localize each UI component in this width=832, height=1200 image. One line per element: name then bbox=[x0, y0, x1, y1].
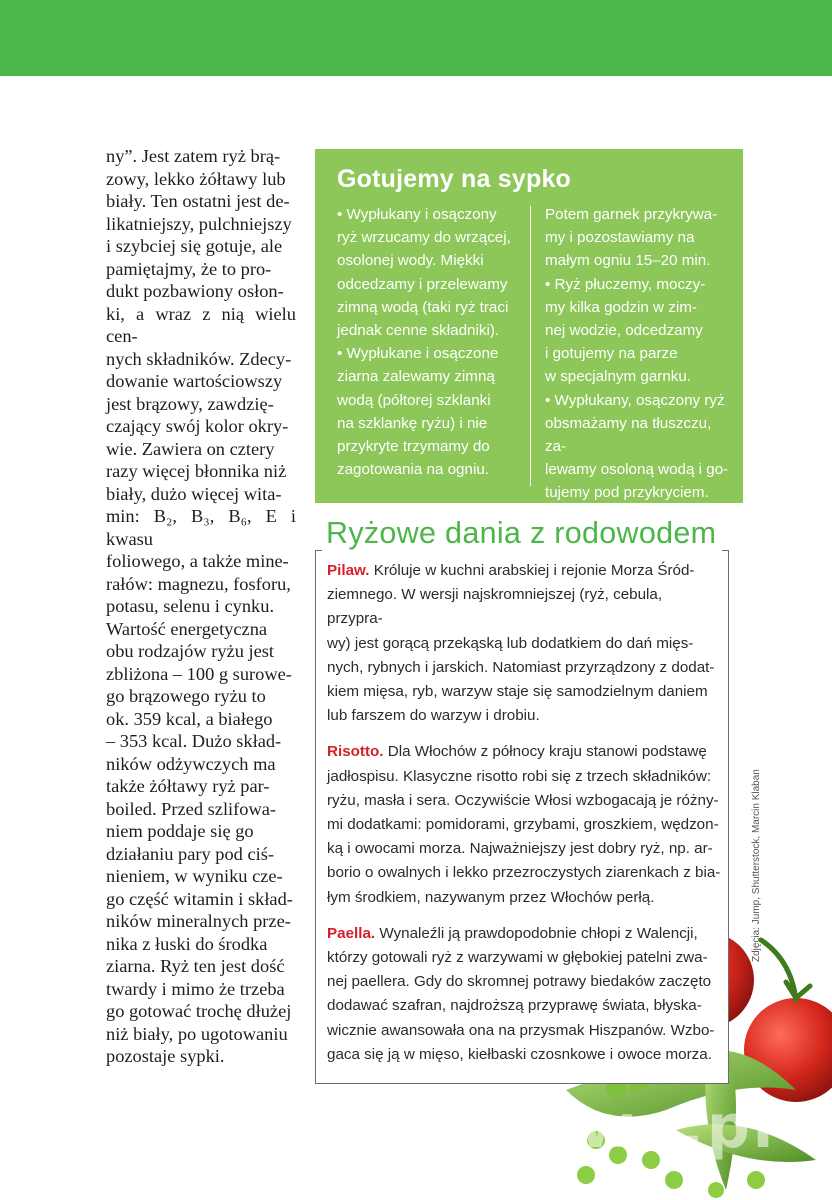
page-number: 3 bbox=[779, 52, 792, 77]
tip-line: Potem garnek przykrywa- bbox=[545, 206, 718, 223]
dish-text-line: Wynaleźli ją prawdopodobnie chłopi z Walencji, bbox=[375, 924, 698, 942]
body-text-line: działaniu pary pod ciś- bbox=[106, 843, 275, 864]
body-text-line: obu rodzajów ryżu jest bbox=[106, 641, 275, 661]
body-text-line: foliowego, a także mine- bbox=[106, 551, 289, 571]
body-text-line: niem poddaje się go bbox=[106, 821, 254, 841]
body-text-line: i szybciej się gotuje, ale bbox=[106, 236, 283, 256]
body-text-line: pamiętajmy, że to pro- bbox=[106, 258, 272, 279]
body-text-line: pozostaje sypki. bbox=[106, 1046, 225, 1066]
dishes-box bbox=[315, 550, 729, 1084]
body-text-line: razy więcej błonnika niż bbox=[106, 461, 287, 481]
tip-line: obsmażamy na tłuszczu, za- bbox=[545, 414, 712, 456]
tip-line: zimną wodą (taki ryż traci bbox=[337, 298, 509, 316]
tip-line: wodą (półtorej szklanki bbox=[337, 391, 491, 409]
photo-credit: Zdjęcia: Jump, Shutterstock, Marcin Klaban bbox=[751, 769, 762, 962]
dish-text-line: borio o owalnych i lekko przezroczystych ziarenkach z bia- bbox=[327, 864, 721, 882]
dish-paragraph bbox=[327, 922, 721, 1067]
body-text-line: dowanie wartościowszy bbox=[106, 371, 283, 391]
body-text-line: ziarna. Ryż ten jest dość bbox=[106, 956, 285, 976]
dish-text-line: wicznie awansowała ona na przysmak Hiszpanów. Wzbo- bbox=[327, 1021, 715, 1039]
column-divider bbox=[530, 206, 531, 486]
dish-text-line: wy) jest gorącą przekąską lub dodatkiem do dań mięs- bbox=[327, 634, 694, 652]
cooking-tips-right-column bbox=[545, 203, 731, 505]
body-text-line: dukt pozbawiony osłon- bbox=[106, 281, 284, 301]
dish-text-line: gaca się ją w mięso, kiełbaski czosnkowe i owoce morza. bbox=[327, 1045, 712, 1063]
body-text-line: min: B₂, B₃, B₆, E i kwasu bbox=[106, 506, 296, 549]
body-text-line: Wartość energetyczna bbox=[106, 618, 268, 639]
tip-line: przykryte trzymamy do bbox=[337, 438, 490, 456]
watermark: wedlinydomowe.pl bbox=[96, 1092, 777, 1162]
tip-line: i gotujemy na parze bbox=[545, 345, 678, 363]
body-text-line: boiled. Przed szlifowa- bbox=[106, 798, 277, 819]
body-text-line: biały. Ten ostatni jest de- bbox=[106, 191, 290, 211]
body-text-line: go brązowego ryżu to bbox=[106, 686, 266, 706]
tip-line: ziarna zalewamy zimną bbox=[337, 368, 495, 386]
body-text-line: ny”. Jest zatem ryż brą- bbox=[106, 146, 281, 166]
top-green-bar bbox=[0, 0, 832, 76]
tip-line: tujemy pod przykryciem. bbox=[545, 484, 709, 502]
body-text-line: ok. 359 kcal, a białego bbox=[106, 708, 273, 729]
tip-line: • Wypłukany i osączony bbox=[337, 206, 497, 223]
body-text-line: potasu, selenu i cynku. bbox=[106, 596, 275, 616]
body-text-line: zowy, lekko żółtawy lub bbox=[106, 168, 286, 189]
dish-name: Pilaw. bbox=[327, 562, 370, 579]
body-text-line: nieniem, w wyniku cze- bbox=[106, 866, 283, 886]
dish-text-line: Dla Włochów z północy kraju stanowi podstawę bbox=[383, 743, 707, 761]
dish-text-line: nej paellera. Gdy do skromnej potrawy biedaków zaczęto bbox=[327, 973, 712, 991]
body-text-line: zbliżona – 100 g surowe- bbox=[106, 663, 292, 684]
dish-text-line: Króluje w kuchni arabskiej i rejonie Morza Śród- bbox=[369, 562, 695, 579]
left-text-column bbox=[106, 145, 296, 1068]
body-text-line: jest brązowy, zawdzię- bbox=[106, 393, 274, 414]
tip-line: lewamy osoloną wodą i go- bbox=[545, 461, 729, 479]
tip-line: • Wypłukany, osączony ryż bbox=[545, 391, 725, 409]
dish-text-line: którzy gotowali ryż z warzywami w głębokiej patelni zwa- bbox=[327, 949, 708, 967]
dish-text-line: ką i owocami morza. Najważniejszy jest dobry ryż, np. ar- bbox=[327, 840, 713, 858]
tip-line: my kilka godzin w zim- bbox=[545, 298, 697, 316]
body-text-line: nych składników. Zdecy- bbox=[106, 348, 292, 369]
tip-line: odcedzamy i przelewamy bbox=[337, 275, 508, 293]
dish-text-line: ziemnego. W wersji najskromniejszej (ryż, cebula, przypra- bbox=[327, 586, 663, 628]
body-text-line: wie. Zawiera on cztery bbox=[106, 438, 275, 459]
body-text-line: rałów: magnezu, fosforu, bbox=[106, 573, 291, 594]
tip-line: • Wypłukane i osączone bbox=[337, 345, 499, 363]
body-text-line: ników odżywczych ma bbox=[106, 753, 276, 774]
dish-text-line: mi dodatkami: pomidorami, grzybami, groszkiem, wędzon- bbox=[327, 816, 719, 834]
tip-line: w specjalnym garnku. bbox=[545, 368, 692, 386]
body-text-line: go część witamin i skład- bbox=[106, 888, 293, 909]
body-text-line: biały, dużo więcej wita- bbox=[106, 483, 282, 504]
dishes-list bbox=[327, 559, 721, 1079]
dish-text-line: ryżu, masła i sera. Oczywiście Włosi wzbogacają je różny- bbox=[327, 791, 719, 809]
body-text-line: ki, a wraz z nią wielu cen- bbox=[106, 303, 296, 346]
body-text-line: likatniejszy, pulchniejszy bbox=[106, 213, 292, 234]
body-text-line: także żółtawy ryż par- bbox=[106, 776, 270, 796]
dish-paragraph bbox=[327, 740, 721, 909]
tip-line: ryż wrzucamy do wrzącej, bbox=[337, 229, 511, 247]
tip-line: małym ogniu 15–20 min. bbox=[545, 252, 711, 270]
dish-paragraph bbox=[327, 559, 721, 728]
tip-line: • Ryż płuczemy, moczy- bbox=[545, 275, 706, 293]
dish-text-line: łym środkiem, nazywanym przez Włochów perłą. bbox=[327, 888, 655, 906]
dish-text-line: dodawać szafran, najdroższą przyprawę świata, błyska- bbox=[327, 997, 702, 1015]
body-text-line: nika z łuski do środka bbox=[106, 933, 268, 954]
body-text-line: czający swój kolor okry- bbox=[106, 416, 289, 436]
dish-text-line: nych, rybnych i jarskich. Natomiast przyrządzony z dodat- bbox=[327, 658, 715, 676]
body-text-line: – 353 kcal. Dużo skład- bbox=[106, 731, 282, 751]
tip-line: jednak cenne składniki). bbox=[337, 322, 500, 340]
dishes-section-title: Ryżowe dania z rodowodem bbox=[322, 516, 722, 551]
cooking-tips-title: Gotujemy na sypko bbox=[337, 165, 572, 193]
cooking-tips-box bbox=[315, 149, 743, 503]
body-text-line: ników mineralnych prze- bbox=[106, 911, 291, 931]
dish-text-line: jadłospisu. Klasyczne risotto robi się z trzech składników: bbox=[327, 767, 712, 785]
body-text-line: go gotować trochę dłużej bbox=[106, 1001, 292, 1021]
body-text-line: twardy i mimo że trzeba bbox=[106, 978, 285, 999]
dish-name: Risotto. bbox=[327, 743, 384, 761]
tip-line: my i pozostawiamy na bbox=[545, 229, 695, 247]
tip-line: na szklankę ryżu) i nie bbox=[337, 414, 488, 432]
body-text-line: niż biały, po ugotowaniu bbox=[106, 1023, 288, 1044]
tip-line: nej wodzie, odcedzamy bbox=[545, 322, 703, 340]
dish-name: Paella. bbox=[327, 924, 376, 942]
dish-text-line: lub farszem do warzyw i drobiu. bbox=[327, 707, 540, 725]
cooking-tips-left-column bbox=[337, 203, 532, 481]
tip-line: osolonej wody. Miękki bbox=[337, 252, 484, 270]
dish-text-line: kiem mięsa, ryb, warzyw staje się samodzielnym daniem bbox=[327, 683, 708, 701]
tip-line: zagotowania na ogniu. bbox=[337, 461, 489, 479]
